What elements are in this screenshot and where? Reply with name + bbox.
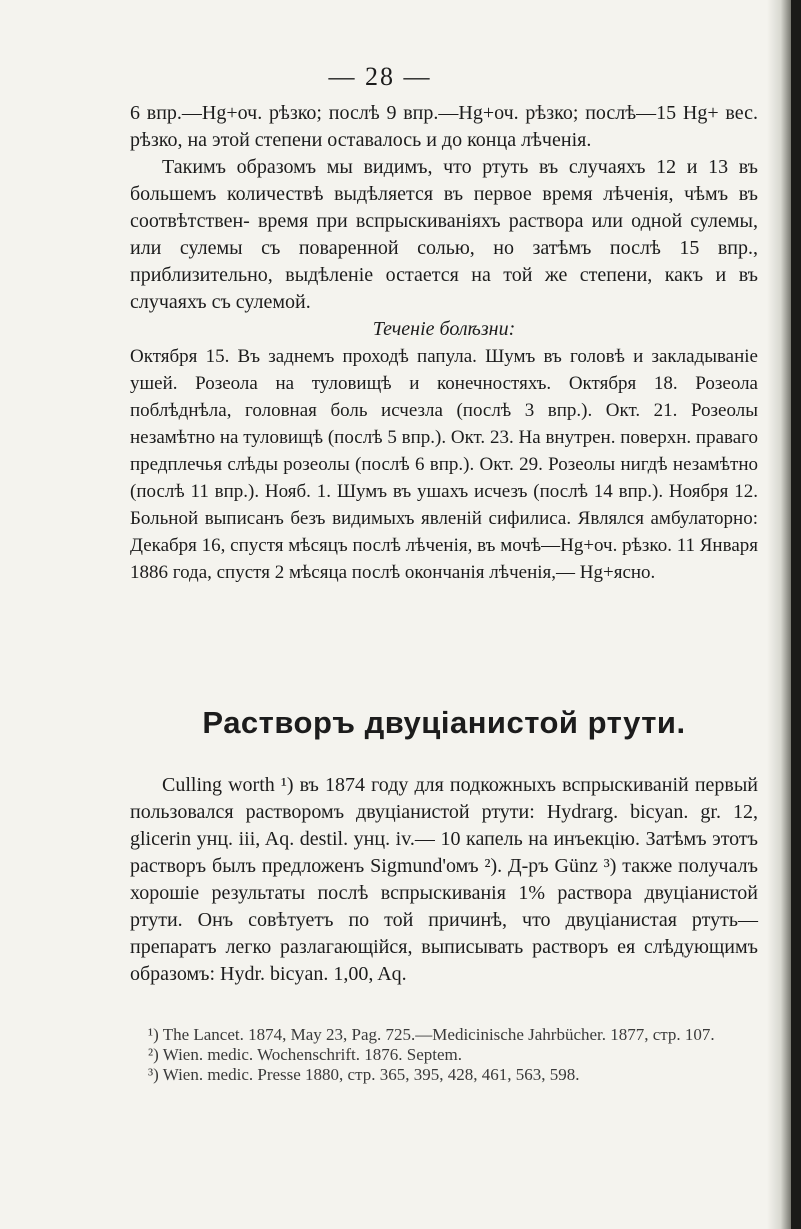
book-binding-edge (791, 0, 801, 1229)
disease-course-subheading: Теченіе болѣзни: (372, 318, 516, 340)
lower-text-block (130, 772, 758, 988)
paragraph-conclusion: Такимъ образомъ мы видимъ, что ртуть въ случаяхъ 12 и 13 въ большемъ количествѣ выдѣляется въ первое время лѣченія, чѣмъ въ соотвѣтствен- время при вспрыскиваніяхъ раствора или одной сулемы, или сулемы съ поваренной солью, но затѣмъ послѣ 15 впр., приблизительно, выдѣленіе остается на той же степени, какъ и въ случаяхъ съ сулемой. (130, 156, 758, 313)
case-history-text: Октября 15. Въ заднемъ проходѣ папула. Шумъ въ головѣ и закладываніе ушей. Розеола на туловищѣ и конечностяхъ. Октября 18. Розеола поблѣднѣла, головная боль исчезла (послѣ 3 впр.). Окт. 21. Розеолы незамѣтно на туловищѣ (послѣ 5 впр.). Окт. 23. На внутрен. поверхн. праваго предплечья слѣды розеолы (послѣ 6 впр.). Окт. 29. Розеолы нигдѣ незамѣтно (послѣ 11 впр.). Нояб. 1. Шумъ въ ушахъ исчезъ (послѣ 14 впр.). Ноября 12. Больной выписанъ безъ видимыхъ явленій сифилиса. Являлся амбулаторно: Декабря 16, спустя мѣсяцъ послѣ лѣченія, въ мочѣ—Hg+оч. рѣзко. 11 Января 1886 года, спустя 2 мѣсяца послѣ окончанія лѣченія,— Hg+ясно. (130, 346, 758, 583)
upper-text-block (130, 100, 758, 586)
footnote-1: ¹) The Lancet. 1874, May 23, Pag. 725.—Medicinische Jahrbücher. 1877, стр. 107. (148, 1025, 715, 1044)
footnote-2: ²) Wien. medic. Wochenschrift. 1876. Septem. (148, 1045, 463, 1064)
footnote-3: ³) Wien. medic. Presse 1880, стр. 365, 395, 428, 461, 563, 598. (148, 1065, 580, 1084)
paragraph-cyanide-solution: Culling worth ¹) въ 1874 году для подкожныхъ вспрыскиваній первый пользовался растворомъ двуціанистой ртути: Hydrarg. bicyan. gr. 12, glicerin унц. iii, Aq. destil. унц. iv.— 10 капель на инъекцію. Затѣмъ этотъ растворъ былъ предложенъ Sigmund'омъ ²). Д-ръ Günz ³) также получалъ хорошіе результаты послѣ вспрыскиванія 1% раствора двуціанистой ртути. Онъ совѣтуетъ по той причинѣ, что двуціанистая ртуть—препаратъ легко разлагающійся, выписывать растворъ ея слѣдующимъ образомъ: Hydr. bicyan. 1,00, Aq. (130, 774, 758, 985)
section-heading: Растворъ двуціанистой ртути. (202, 705, 686, 740)
page-number: — 28 — (328, 62, 432, 91)
footnotes (130, 1025, 758, 1085)
intro-line: 6 впр.—Hg+оч. рѣзко; послѣ 9 впр.—Hg+оч. рѣзко; послѣ—15 Hg+ вес. рѣзко, на этой степени оставалось и до конца лѣченія. (130, 102, 758, 151)
